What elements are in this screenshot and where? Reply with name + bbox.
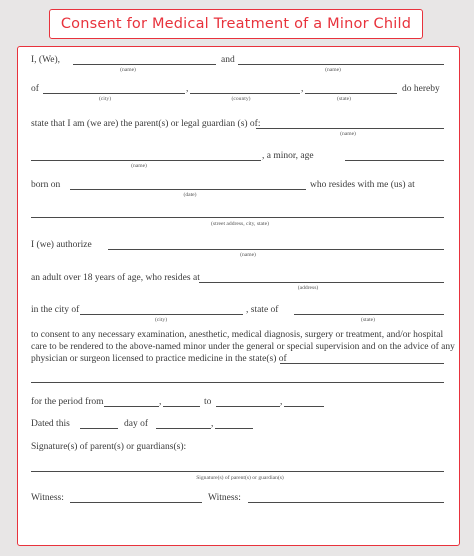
state-field[interactable] <box>305 93 397 94</box>
label-i-we-authorize: I (we) authorize <box>31 240 92 250</box>
street-address-field[interactable] <box>31 217 444 218</box>
city-field[interactable] <box>43 93 185 94</box>
label-do-hereby: do hereby <box>402 84 440 94</box>
label-signatures: Signature(s) of parent(s) or guardians(s): <box>31 442 187 452</box>
label-born-on: born on <box>31 180 61 190</box>
label-dated-this: Dated this <box>31 419 70 429</box>
witness-1-field[interactable] <box>70 502 202 503</box>
label-in-city-of: in the city of <box>31 305 80 315</box>
form-title: Consent for Medical Treatment of a Minor Child <box>60 16 412 32</box>
form-title-box <box>49 9 423 39</box>
authorized-adult-name-field[interactable] <box>108 249 444 250</box>
label-witness-1: Witness: <box>31 493 64 503</box>
licensed-states-field[interactable] <box>280 363 444 364</box>
witness-2-field[interactable] <box>248 502 444 503</box>
county-field[interactable] <box>190 93 300 94</box>
sublabel-name-2: (name) <box>325 67 341 73</box>
comma-2: , <box>301 84 304 94</box>
consent-text-line-2: care to be rendered to the above-named minor under the general or special supervision and on the advice of any <box>31 342 455 352</box>
minor-name-2-field[interactable] <box>31 160 261 161</box>
licensed-states-continued-field[interactable] <box>31 382 444 383</box>
minor-name-field[interactable] <box>256 128 444 129</box>
label-adult-over: an adult over 18 years of age, who resides at <box>31 273 200 283</box>
sublabel-city-2: (city) <box>154 317 168 323</box>
label-i-we: I, (We), <box>31 55 61 65</box>
sublabel-city: (city) <box>98 96 112 102</box>
sublabel-signatures: Signature(s) of parent(s) or guardian(s) <box>196 475 284 481</box>
parent-name-2-field[interactable] <box>238 64 444 65</box>
adult-address-field[interactable] <box>199 282 444 283</box>
consent-form <box>17 46 460 546</box>
dated-year-field[interactable] <box>215 428 253 429</box>
label-state-of: , state of <box>246 305 279 315</box>
sublabel-name-3: (name) <box>340 131 356 137</box>
comma-3: , <box>159 397 162 407</box>
label-day-of: day of <box>124 419 149 429</box>
consent-text-line-1: to consent to any necessary examination, anesthetic, medical diagnosis, surgery or treatment, and/or hospital <box>31 330 444 340</box>
sublabel-name-1: (name) <box>120 67 136 73</box>
label-and: and <box>221 55 235 65</box>
adult-state-field[interactable] <box>294 314 444 315</box>
sublabel-address: (address) <box>297 285 319 291</box>
sublabel-name-5: (name) <box>240 252 256 258</box>
label-witness-2: Witness: <box>208 493 241 503</box>
signature-field[interactable] <box>31 471 444 472</box>
parent-name-1-field[interactable] <box>73 64 216 65</box>
sublabel-date: (date) <box>183 192 197 198</box>
sublabel-county: (county) <box>231 96 251 102</box>
dated-month-field[interactable] <box>156 428 211 429</box>
label-a-minor-age: , a minor, age <box>262 151 314 161</box>
sublabel-state-2: (state) <box>361 317 375 323</box>
label-state-that: state that I am (we are) the parent(s) or legal guardian (s) of: <box>31 119 261 129</box>
comma-4: , <box>280 397 283 407</box>
period-to-day-field[interactable] <box>216 406 280 407</box>
period-to-year-field[interactable] <box>284 406 324 407</box>
period-from-day-field[interactable] <box>104 406 159 407</box>
label-of: of <box>31 84 39 94</box>
age-field[interactable] <box>345 160 444 161</box>
comma-5: , <box>211 419 214 429</box>
sublabel-name-4: (name) <box>131 163 147 169</box>
label-to: to <box>204 397 212 407</box>
sublabel-street-address: (street address, city, state) <box>211 221 269 227</box>
label-period-from: for the period from <box>31 397 104 407</box>
comma-1: , <box>186 84 189 94</box>
birth-date-field[interactable] <box>70 189 306 190</box>
dated-day-field[interactable] <box>80 428 118 429</box>
label-who-resides: who resides with me (us) at <box>310 180 415 190</box>
consent-text-line-3: physician or surgeon licensed to practice medicine in the state(s) of <box>31 354 287 364</box>
sublabel-state: (state) <box>337 96 351 102</box>
adult-city-field[interactable] <box>80 314 243 315</box>
period-from-year-field[interactable] <box>163 406 200 407</box>
